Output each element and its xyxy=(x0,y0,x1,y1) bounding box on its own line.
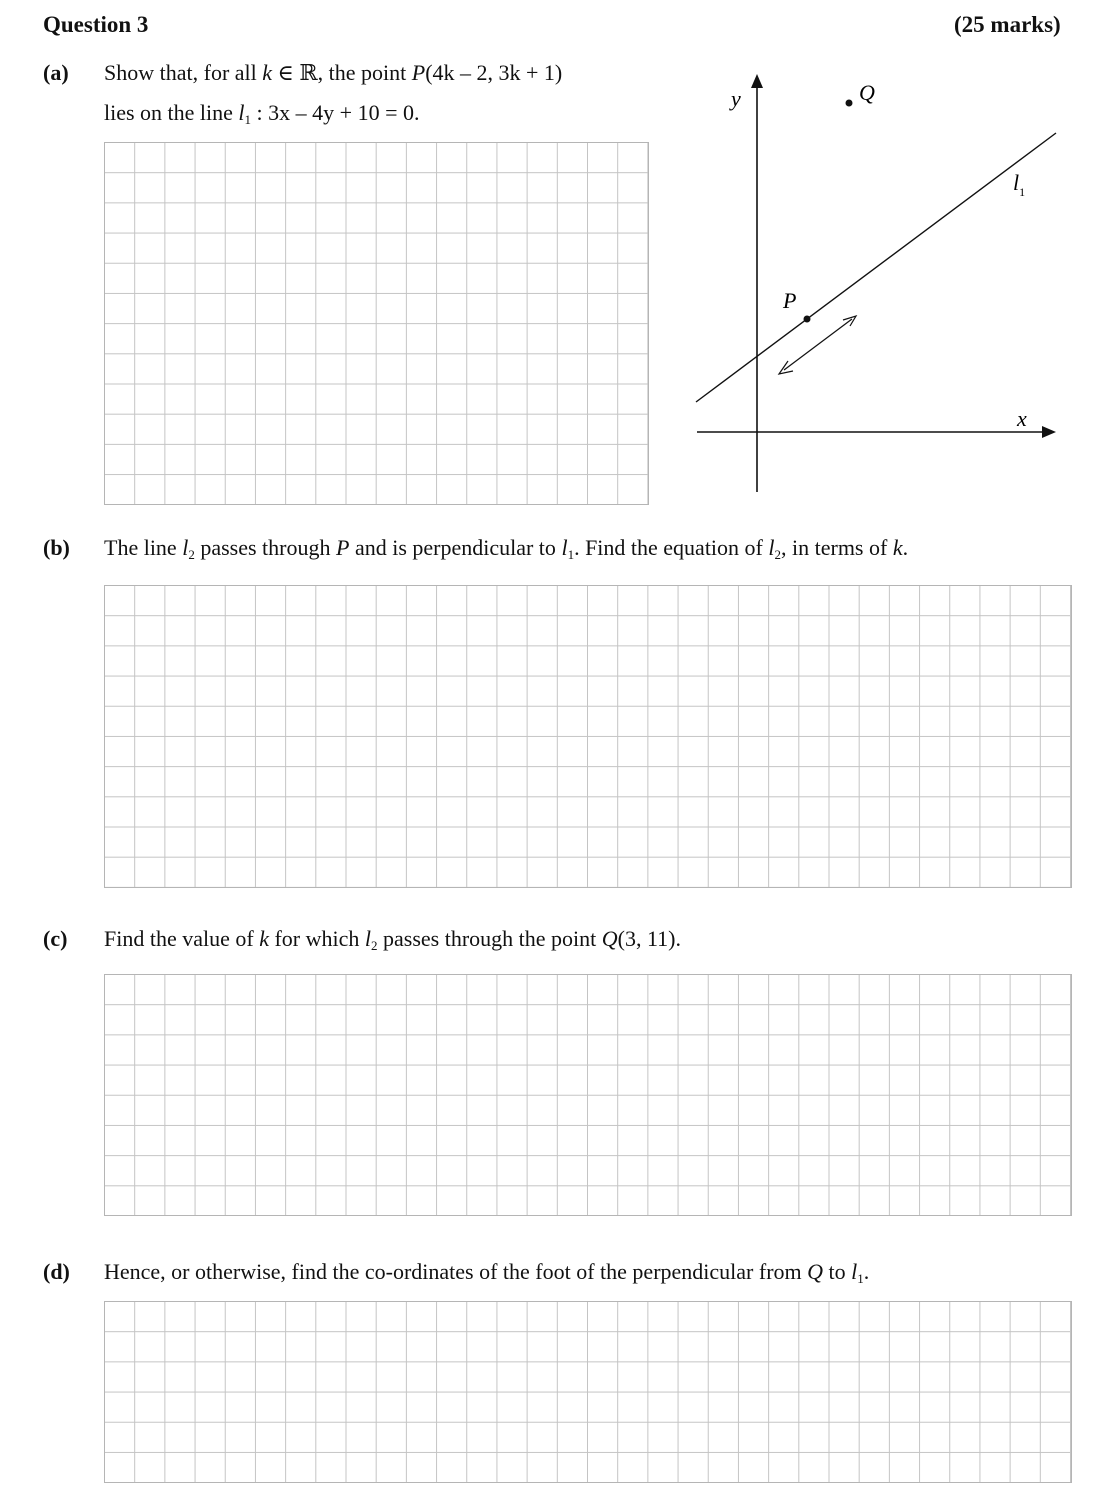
part-a-line1: Show that, for all k ∈ ℝ, the point P(4k – 2, 3k + 1) xyxy=(104,60,563,85)
y-axis-arrow-icon xyxy=(751,74,763,88)
question-title: Question 3 xyxy=(43,12,149,37)
y-axis-label: y xyxy=(731,86,741,111)
part-c-label: (c) xyxy=(43,926,68,951)
answer-grid-d[interactable] xyxy=(104,1301,1072,1483)
direction-arrow xyxy=(784,319,852,370)
x-axis-arrow-icon xyxy=(1042,426,1056,438)
part-c-text: Find the value of k for which $l_2$ passes through the point Q(3, 11). xyxy=(104,926,682,953)
point-q xyxy=(846,100,853,107)
answer-grid-a[interactable] xyxy=(104,142,649,505)
part-a-label: (a) xyxy=(43,60,69,85)
p-label: P xyxy=(783,288,797,313)
part-d-text: Hence, or otherwise, find the co-ordinates of the foot of the perpendicular from Q to $l_1$. xyxy=(104,1259,870,1286)
point-p xyxy=(804,316,811,323)
part-b-label: (b) xyxy=(43,535,70,560)
line-l1 xyxy=(696,133,1056,402)
l1-label: $l_1$ xyxy=(1013,170,1026,199)
marks-total: (25 marks) xyxy=(954,12,1061,37)
part-d-label: (d) xyxy=(43,1259,70,1284)
x-axis-label: x xyxy=(1017,406,1027,431)
part-a-line2: lies on the line $l_1$ : 3x – 4y + 10 = 0. xyxy=(104,100,420,127)
q-label: Q xyxy=(859,80,875,105)
answer-grid-b[interactable] xyxy=(104,585,1072,888)
coordinate-diagram xyxy=(690,60,1070,500)
part-b-text: The line $l_2$ passes through P and is perpendicular to $l_1$. Find the equation of $l_2$, in terms of k. xyxy=(104,535,909,562)
answer-grid-c[interactable] xyxy=(104,974,1072,1216)
arrowhead-left-icon xyxy=(779,361,793,374)
